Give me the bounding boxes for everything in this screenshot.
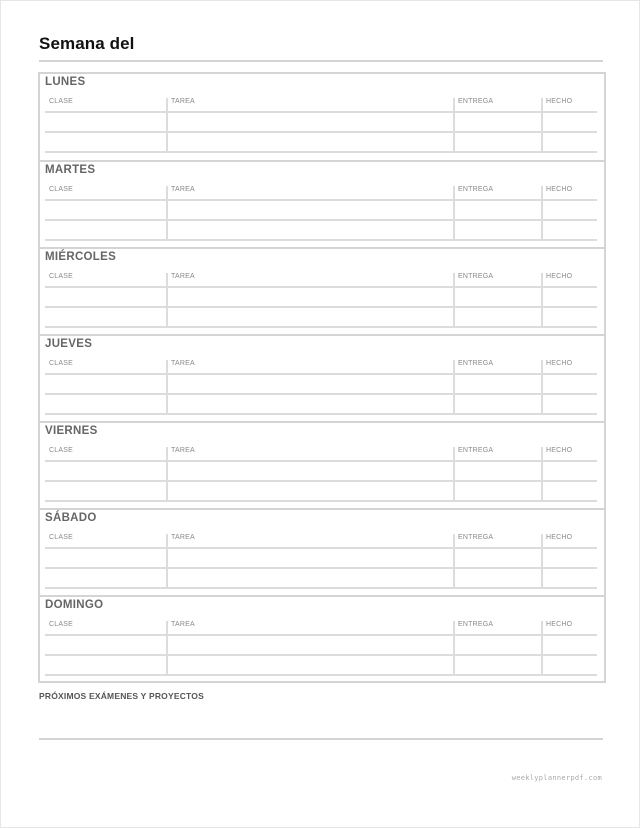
week-grid xyxy=(38,72,606,683)
column-header-entrega: ENTREGA xyxy=(458,273,494,280)
row-line xyxy=(45,587,597,589)
upcoming-exams-writing-line[interactable] xyxy=(39,738,603,740)
title-underline xyxy=(39,60,603,62)
day-block xyxy=(40,595,604,684)
row-line xyxy=(45,674,597,676)
column-header-clase: CLASE xyxy=(49,98,73,105)
column-header-hecho: HECHO xyxy=(546,621,573,628)
day-name: MARTES xyxy=(45,164,96,176)
column-header-clase: CLASE xyxy=(49,447,73,454)
column-header-entrega: ENTREGA xyxy=(458,621,494,628)
column-header-tarea: TAREA xyxy=(171,621,195,628)
day-block xyxy=(40,421,604,510)
column-header-clase: CLASE xyxy=(49,273,73,280)
column-header-hecho: HECHO xyxy=(546,273,573,280)
column-header-tarea: TAREA xyxy=(171,273,195,280)
row-line xyxy=(45,151,597,153)
day-block xyxy=(40,247,604,336)
column-header-clase: CLASE xyxy=(49,186,73,193)
homework-row[interactable] xyxy=(45,656,597,674)
upcoming-exams-label: PRÓXIMOS EXÁMENES Y PROYECTOS xyxy=(39,691,204,701)
day-name: JUEVES xyxy=(45,338,93,350)
column-header-entrega: ENTREGA xyxy=(458,360,494,367)
column-header-clase: CLASE xyxy=(49,534,73,541)
column-header-tarea: TAREA xyxy=(171,186,195,193)
homework-row[interactable] xyxy=(45,133,597,151)
column-header-entrega: ENTREGA xyxy=(458,447,494,454)
column-header-tarea: TAREA xyxy=(171,534,195,541)
day-name: LUNES xyxy=(45,76,86,88)
homework-row[interactable] xyxy=(45,288,597,306)
homework-row[interactable] xyxy=(45,308,597,326)
column-header-tarea: TAREA xyxy=(171,447,195,454)
column-header-tarea: TAREA xyxy=(171,98,195,105)
row-line xyxy=(45,500,597,502)
homework-row[interactable] xyxy=(45,221,597,239)
day-name: DOMINGO xyxy=(45,599,104,611)
column-header-clase: CLASE xyxy=(49,360,73,367)
column-header-entrega: ENTREGA xyxy=(458,98,494,105)
day-block xyxy=(40,334,604,423)
column-header-entrega: ENTREGA xyxy=(458,186,494,193)
homework-row[interactable] xyxy=(45,375,597,393)
column-header-hecho: HECHO xyxy=(546,98,573,105)
row-line xyxy=(45,413,597,415)
row-line xyxy=(45,326,597,328)
homework-row[interactable] xyxy=(45,549,597,567)
day-block xyxy=(40,160,604,249)
day-name: MIÉRCOLES xyxy=(45,251,117,263)
homework-row[interactable] xyxy=(45,201,597,219)
day-block xyxy=(40,74,604,161)
column-header-hecho: HECHO xyxy=(546,360,573,367)
homework-row[interactable] xyxy=(45,482,597,500)
day-name: SÁBADO xyxy=(45,512,97,524)
column-header-entrega: ENTREGA xyxy=(458,534,494,541)
homework-row[interactable] xyxy=(45,395,597,413)
footer-website: weeklyplannerpdf.com xyxy=(511,774,602,782)
column-header-tarea: TAREA xyxy=(171,360,195,367)
homework-row[interactable] xyxy=(45,569,597,587)
column-header-hecho: HECHO xyxy=(546,186,573,193)
day-name: VIERNES xyxy=(45,425,98,437)
page-title: Semana del xyxy=(39,34,135,53)
homework-row[interactable] xyxy=(45,113,597,131)
column-header-clase: CLASE xyxy=(49,621,73,628)
row-line xyxy=(45,239,597,241)
day-block xyxy=(40,508,604,597)
homework-row[interactable] xyxy=(45,636,597,654)
homework-row[interactable] xyxy=(45,462,597,480)
column-header-hecho: HECHO xyxy=(546,534,573,541)
column-header-hecho: HECHO xyxy=(546,447,573,454)
